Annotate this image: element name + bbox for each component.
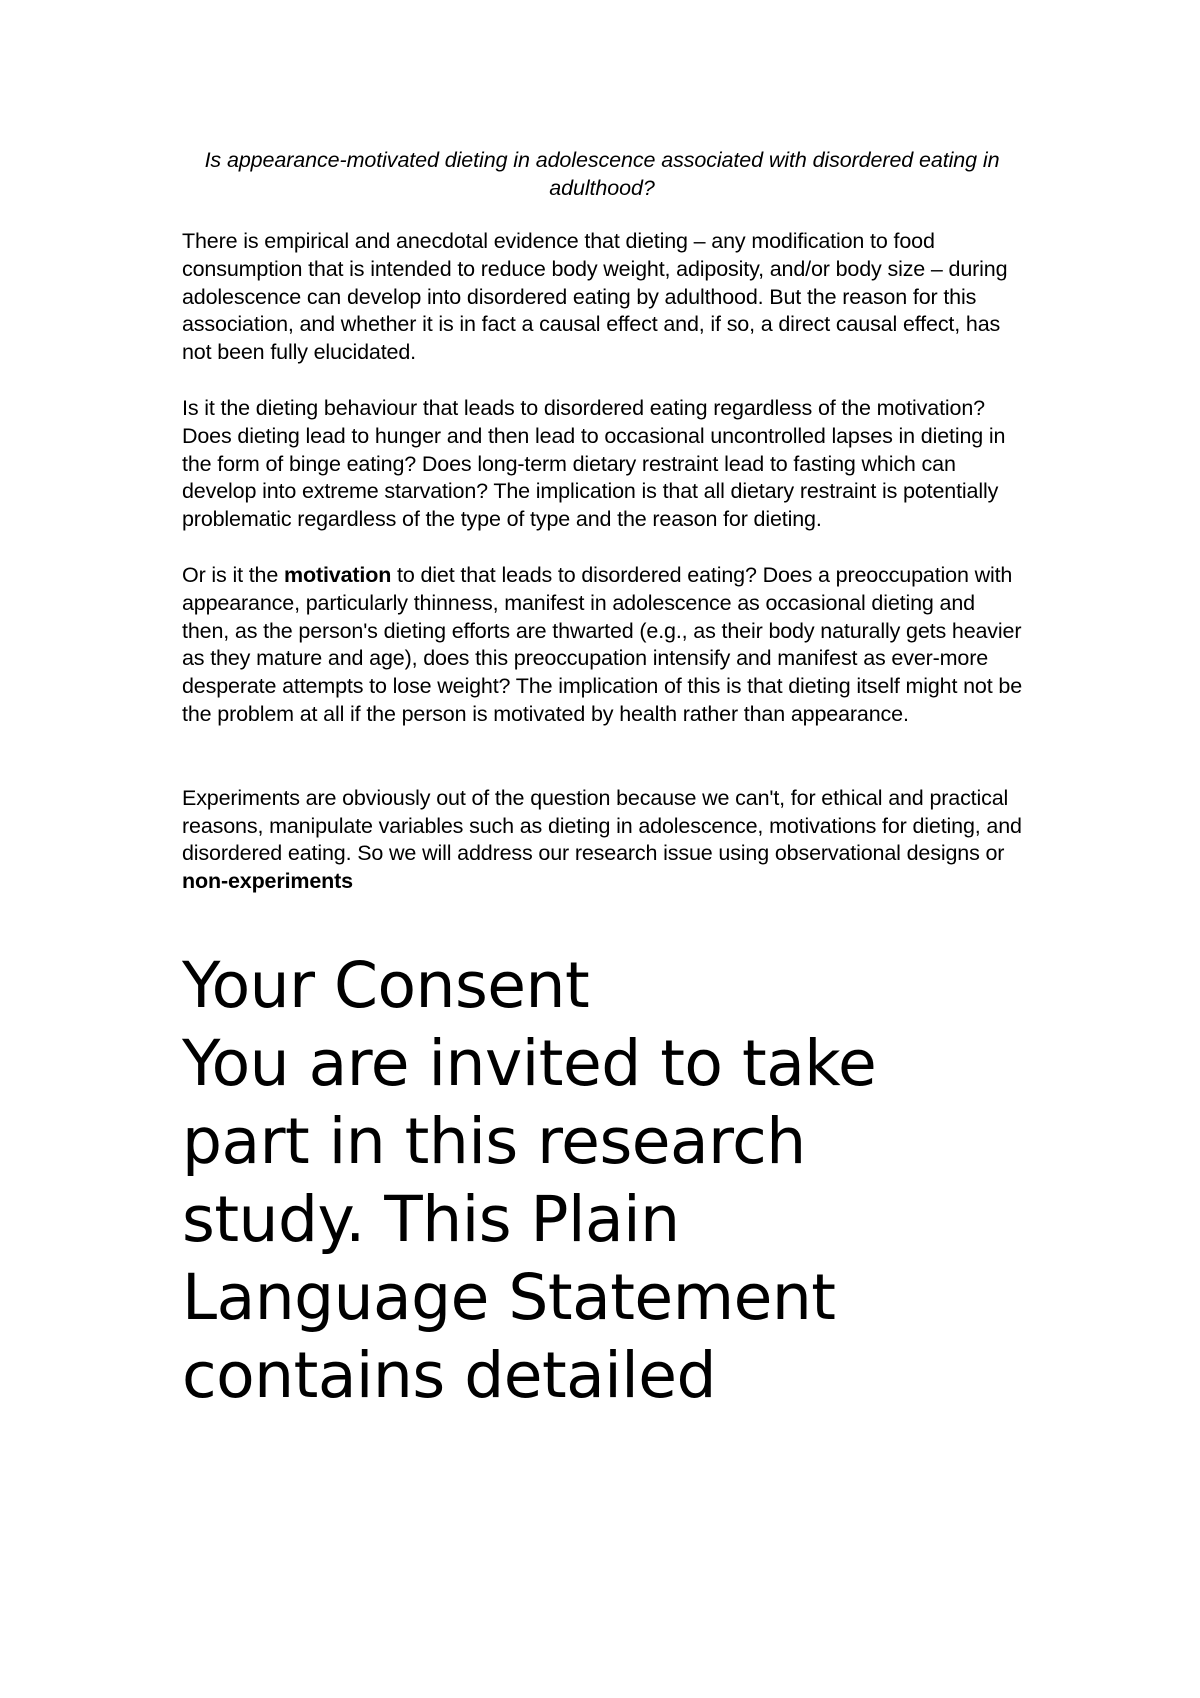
paragraph-4: [182, 785, 1022, 896]
paragraph-2: Is it the dieting behaviour that leads to disordered eating regardless of the motivation? Does dieting lead to hunger and then lead to occasional uncontrolled lapses in dieting in the form of binge eating? Does long-term dietary restraint lead to fasting which can develop into extreme starvation? The implication is that all dietary restraint is potentially problematic regardless of the type of type and the reason for dieting.: [182, 395, 1006, 532]
paragraph-4-bold: non-experiments: [182, 869, 353, 894]
paragraph-3-end: to diet that leads to disordered eating? Does a preoccupation with appearance, particularly thinness, manifest in adolescence as occasional dieting and then, as the person's dieting efforts are thwarted (e.g., as their body naturally gets heavier as they mature and age), does this preoccupation intensify and manifest as ever-more desperate attempts to lose weight? The implication of this is that dieting itself might not be the problem at all if the person is motivated by health rather than appearance.: [182, 562, 1023, 726]
paragraph-3-bold: motivation: [284, 562, 392, 587]
document-title: Is appearance-motivated dieting in adolescence associated with disordered eating in adulthood?: [204, 148, 1000, 200]
paragraph-1: There is empirical and anecdotal evidence that dieting – any modification to food consumption that is intended to reduce body weight, adiposity, and/or body size – during adolescence can develop into disordered eating by adulthood. But the reason for this association, and whether it is in fact a causal effect and, if so, a direct causal effect, has not been fully elucidated.: [182, 229, 1008, 365]
paragraph-4-start: Experiments are obviously out of the question because we can't, for ethical and practical reasons, manipulate variables such as dieting in adolescence, motivations for dieting, and disordered eating. So we will address our research issue using observational designs or: [182, 785, 1022, 866]
paragraph-3: [182, 562, 1022, 729]
consent-section: [182, 947, 962, 1415]
paragraph-3-start: Or is it the: [182, 562, 284, 587]
consent-heading: Your Consent: [182, 948, 590, 1022]
consent-text: You are invited to take part in this research study. This Plain Language Statement contains detailed: [182, 1026, 877, 1412]
paragraph-spacer: [182, 729, 1022, 785]
document-page: [182, 146, 1022, 1415]
